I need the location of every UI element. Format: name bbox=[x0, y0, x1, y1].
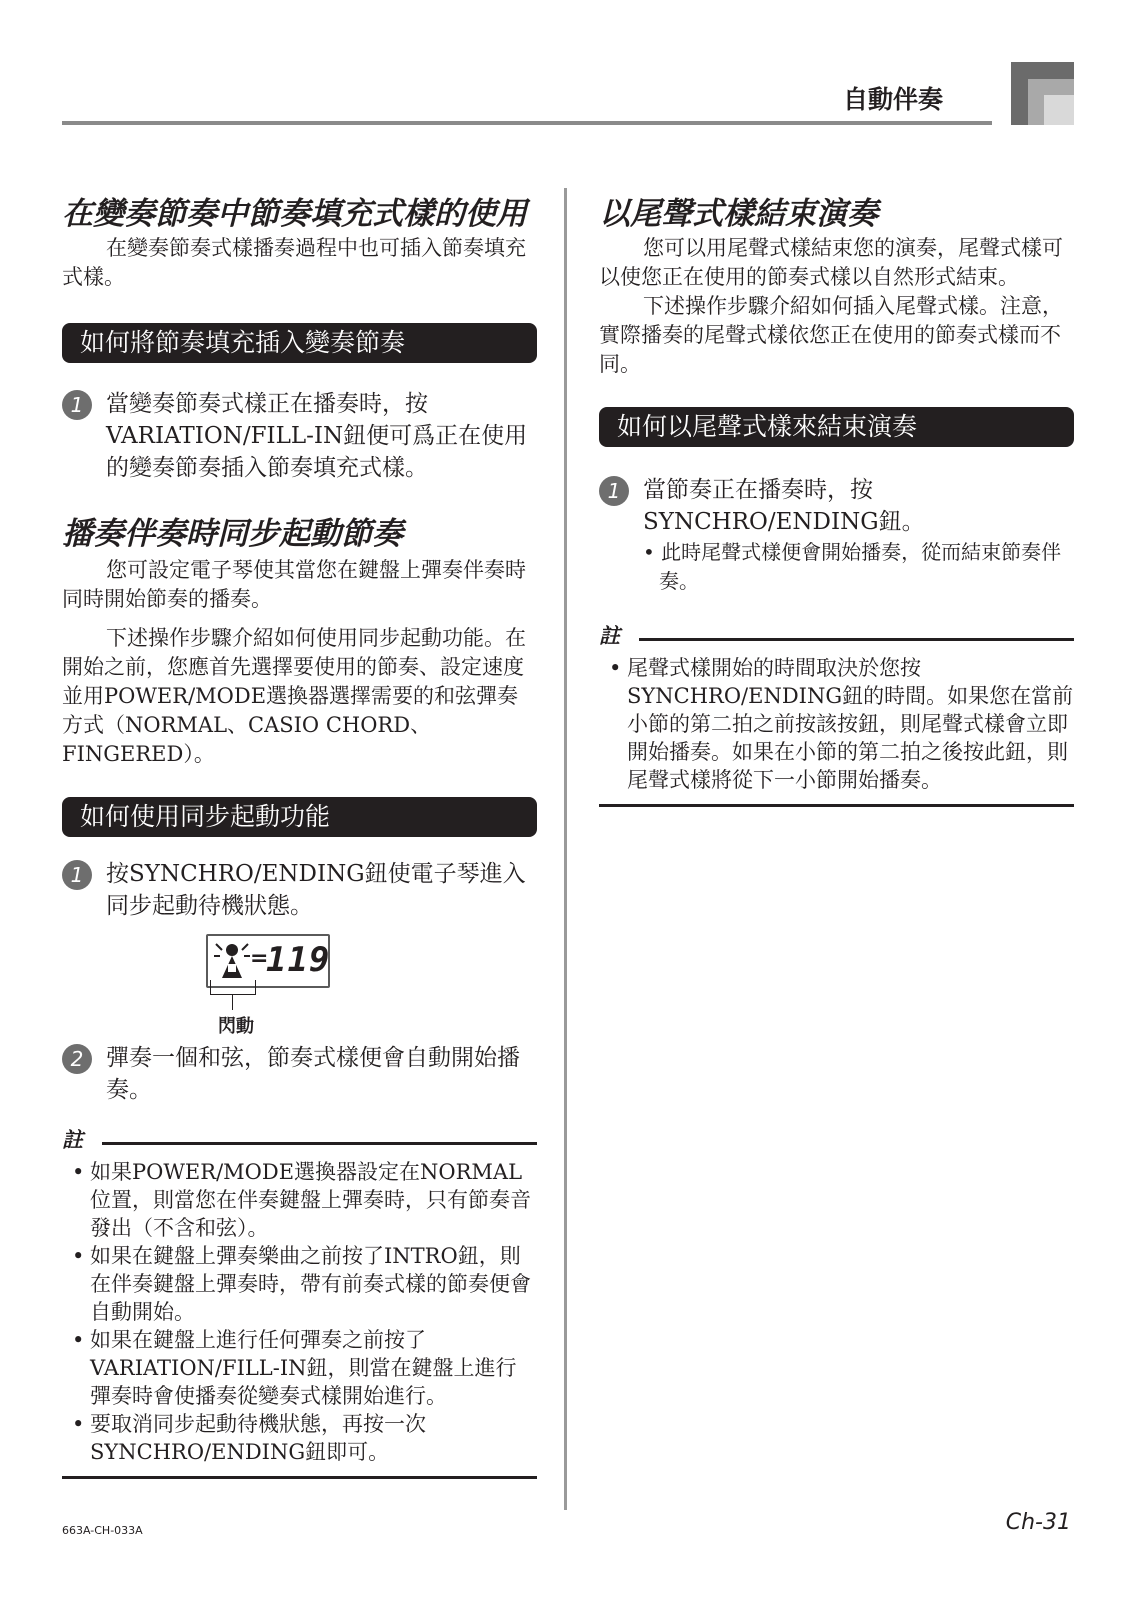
note-item bbox=[62, 1326, 537, 1410]
note-rule bbox=[102, 1142, 537, 1145]
ending-intro-paragraph: 您可以用尾聲式樣結束您的演奏，尾聲式樣可以使您正在使用的節奏式樣以自然形式結束。 bbox=[599, 236, 1063, 289]
note-text: 如果在鍵盤上彈奏樂曲之前按了INTRO鈕，則在伴奏鍵盤上彈奏時，帶有前奏式樣的節奏便會自動開始。 bbox=[90, 1244, 531, 1324]
section-title-synchro-start: 播奏伴奏時同步起動節奏 bbox=[62, 516, 403, 552]
synchro-step-1 bbox=[62, 858, 537, 922]
note-list bbox=[599, 654, 1074, 794]
step-instruction: 按SYNCHRO/ENDING鈕使電子琴進入同步起動待機狀態。 bbox=[106, 861, 526, 919]
running-header-title: 自動伴奏 bbox=[842, 85, 943, 114]
bullet-icon: • bbox=[609, 656, 622, 680]
lcd-tempo-value: 119 bbox=[266, 940, 331, 980]
flashing-caption: 閃動 bbox=[218, 1016, 254, 1037]
step-sub-bullet: • 此時尾聲式樣便會開始播奏，從而結束節奏伴奏。 bbox=[643, 540, 1062, 593]
step-number-badge: 1 bbox=[62, 860, 92, 890]
step-number-badge: 1 bbox=[599, 476, 629, 506]
synchro-procedure-paragraph: 下述操作步驟介紹如何使用同步起動功能。在開始之前，您應首先選擇要使用的節奏、設定速度並用POWER/MODE選換器選擇需要的和弦彈奏方式（NORMAL、CASIO CHORD、FINGERED）。 bbox=[62, 626, 526, 766]
header-corner-light-square bbox=[1044, 95, 1074, 125]
ending-note-box bbox=[599, 620, 1074, 807]
fill-in-step-1 bbox=[62, 388, 537, 484]
note-item bbox=[599, 654, 1074, 794]
note-item bbox=[62, 1410, 537, 1466]
lcd-equals-sign: = bbox=[250, 946, 269, 971]
note-text: 要取消同步起動待機狀態，再按一次SYNCHRO/ENDING鈕即可。 bbox=[90, 1412, 426, 1464]
note-header bbox=[62, 1124, 537, 1154]
bullet-icon: • bbox=[72, 1328, 85, 1352]
document-code: 663A-CH-033A bbox=[62, 1524, 143, 1537]
note-label: 註 bbox=[62, 1128, 83, 1152]
ending-step-1 bbox=[599, 474, 1074, 596]
bullet-icon: • bbox=[72, 1412, 85, 1436]
page-number: Ch-31 bbox=[1005, 1510, 1071, 1535]
step-instruction: 當變奏節奏式樣正在播奏時，按VARIATION/FILL-IN鈕便可爲正在使用的變奏節奏插入節奏填充式樣。 bbox=[106, 391, 528, 481]
note-rule bbox=[639, 638, 1074, 641]
step-number-badge: 2 bbox=[62, 1044, 92, 1074]
note-item bbox=[62, 1158, 537, 1242]
note-label: 註 bbox=[599, 624, 620, 648]
ending-procedure-paragraph: 下述操作步驟介紹如何插入尾聲式樣。注意，實際播奏的尾聲式樣依您正在使用的節奏式樣而不同。 bbox=[599, 294, 1063, 376]
section-title-ending: 以尾聲式樣結束演奏 bbox=[599, 196, 878, 232]
procedure-bar-ending: 如何以尾聲式樣來結束演奏 bbox=[599, 407, 1074, 447]
note-bottom-rule bbox=[62, 1476, 537, 1479]
fill-in-intro-paragraph: 在變奏節奏式樣播奏過程中也可插入節奏填充式樣。 bbox=[62, 236, 526, 289]
bullet-icon: • bbox=[72, 1160, 85, 1184]
step-number-badge: 1 bbox=[62, 390, 92, 420]
note-text: 如果POWER/MODE選換器設定在NORMAL位置，則當您在伴奏鍵盤上彈奏時，只有節奏音發出（不含和弦）。 bbox=[90, 1160, 531, 1240]
note-text: 如果在鍵盤上進行任何彈奏之前按了VARIATION/FILL-IN鈕，則當在鍵盤上進行彈奏時會使播奏從變奏式樣開始進行。 bbox=[90, 1328, 517, 1408]
procedure-bar-fill-in: 如何將節奏填充插入變奏節奏 bbox=[62, 323, 537, 363]
header-rule bbox=[62, 121, 992, 125]
synchro-step-2 bbox=[62, 1042, 537, 1106]
procedure-bar-synchro: 如何使用同步起動功能 bbox=[62, 797, 537, 837]
note-bottom-rule bbox=[599, 804, 1074, 807]
sub-bullet-text: 此時尾聲式樣便會開始播奏，從而結束節奏伴奏。 bbox=[659, 540, 1062, 593]
note-item bbox=[62, 1242, 537, 1326]
bullet-icon: • bbox=[72, 1244, 85, 1268]
note-list bbox=[62, 1158, 537, 1466]
callout-bracket bbox=[210, 980, 256, 995]
synchro-intro-paragraph: 您可設定電子琴使其當您在鍵盤上彈奏伴奏時同時開始節奏的播奏。 bbox=[62, 558, 526, 611]
header-corner-graphic bbox=[1011, 62, 1074, 125]
note-header bbox=[599, 620, 1074, 650]
lcd-display-illustration bbox=[206, 934, 346, 1037]
step-instruction: 當節奏正在播奏時，按SYNCHRO/ENDING鈕。 bbox=[643, 477, 925, 535]
callout-line bbox=[232, 994, 233, 1010]
metronome-conductor-icon bbox=[214, 940, 250, 980]
synchro-note-box bbox=[62, 1124, 537, 1479]
note-text: 尾聲式樣開始的時間取決於您按SYNCHRO/ENDING鈕的時間。如果您在當前小節的第二拍之前按該按鈕，則尾聲式樣會立即開始播奏。如果在小節的第二拍之後按此鈕，則尾聲式樣將從下一小節開始播奏。 bbox=[627, 656, 1074, 792]
step-instruction: 彈奏一個和弦，節奏式樣便會自動開始播奏。 bbox=[106, 1045, 520, 1103]
section-title-fill-in: 在變奏節奏中節奏填充式樣的使用 bbox=[62, 196, 527, 232]
column-divider bbox=[564, 188, 567, 1510]
